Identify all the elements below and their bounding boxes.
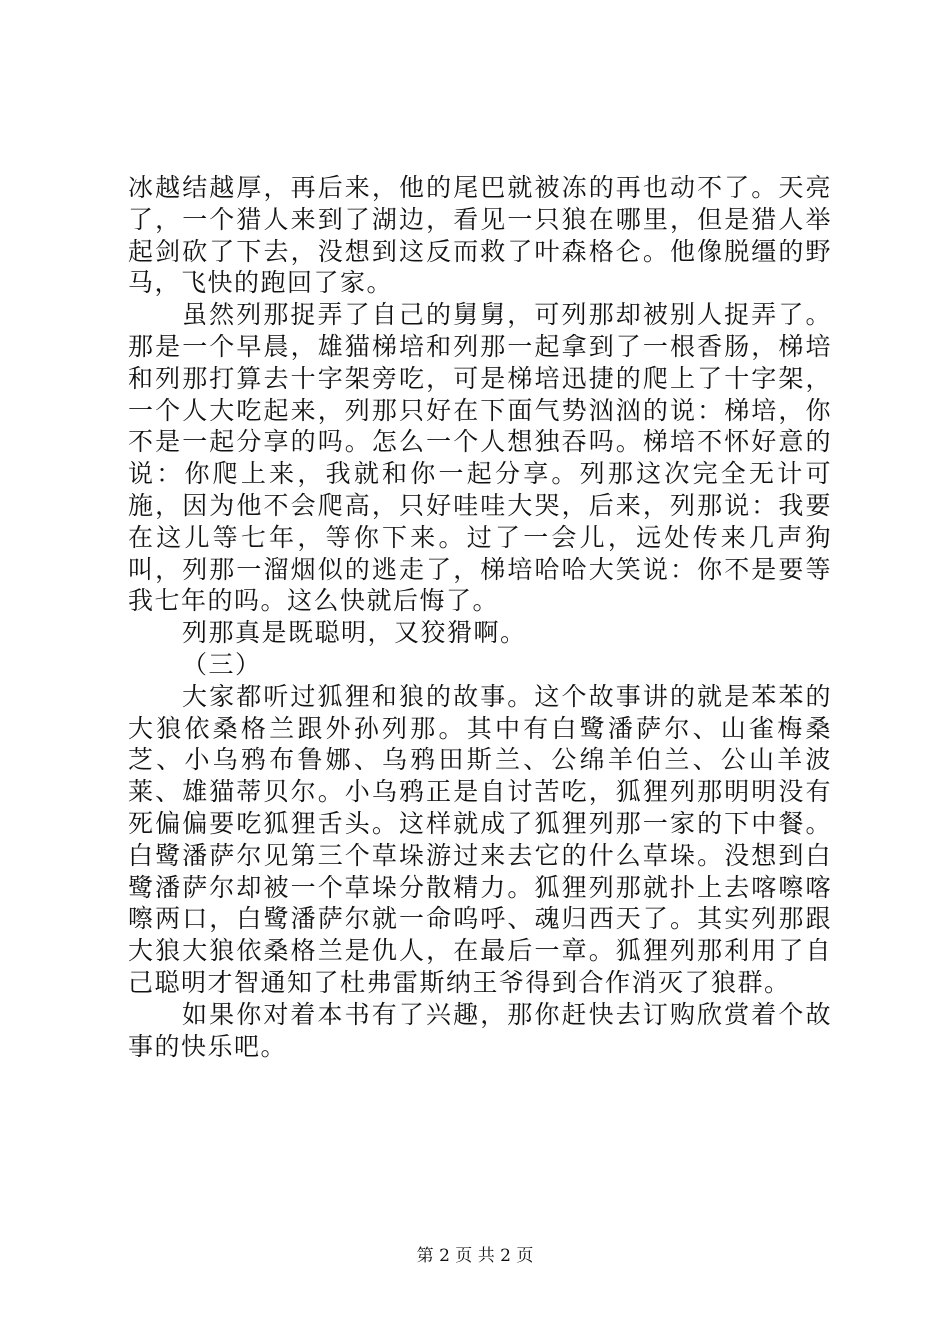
document-body xyxy=(128,172,832,1062)
paragraph: 列那真是既聪明，又狡猾啊。 xyxy=(182,618,527,648)
page-footer: 第 2 页 共 2 页 xyxy=(416,1246,534,1266)
paragraph: 大家都听过狐狸和狼的故事。这个故事讲的就是苯苯的大狼依桑格兰跟外孙列那。其中有白鹭潘萨尔、山雀梅桑芝、小乌鸦布鲁娜、乌鸦田斯兰、公绵羊伯兰、公山羊波莱、雄猫蒂贝尔。小乌鸦正是自讨苦吃，狐狸列那明明没有死偏偏要吃狐狸舌头。这样就成了狐狸列那一家的下中餐。白鹭潘萨尔见第三个草垛游过来去它的什么草垛。没想到白鹭潘萨尔却被一个草垛分散精力。狐狸列那就扑上去喀嚓喀嚓两口，白鹭潘萨尔就一命呜呼、魂归西天了。其实列那跟大狼大狼依桑格兰是仇人，在最后一章。狐狸列那利用了自己聪明才智通知了杜弗雷斯纳王爷得到合作消灭了狼群。 xyxy=(128,681,832,997)
paragraph: 如果你对着本书有了兴趣，那你赶快去订购欣赏着个故事的快乐吧。 xyxy=(128,999,832,1061)
paragraph: 虽然列那捉弄了自己的舅舅，可列那却被别人捉弄了。那是一个早晨，雄猫梯培和列那一起拿到了一根香肠，梯培和列那打算去十字架旁吃，可是梯培迅捷的爬上了十字架，一个人大吃起来，列那只好在下面气势汹汹的说：梯培，你不是一起分享的吗。怎么一个人想独吞吗。梯培不怀好意的说：你爬上来，我就和你一起分享。列那这次完全无计可施，因为他不会爬高，只好哇哇大哭，后来，列那说：我要在这儿等七年，等你下来。过了一会儿，远处传来几声狗叫，列那一溜烟似的逃走了，梯培哈哈大笑说：你不是要等我七年的吗。这么快就后悔了。 xyxy=(128,300,832,616)
section-heading: （三） xyxy=(182,649,262,679)
paragraph: 冰越结越厚，再后来，他的尾巴就被冻的再也动不了。天亮了，一个猎人来到了湖边，看见一只狼在哪里，但是猎人举起剑砍了下去，没想到这反而救了叶森格仑。他像脱缰的野马，飞快的跑回了家。 xyxy=(128,173,832,298)
